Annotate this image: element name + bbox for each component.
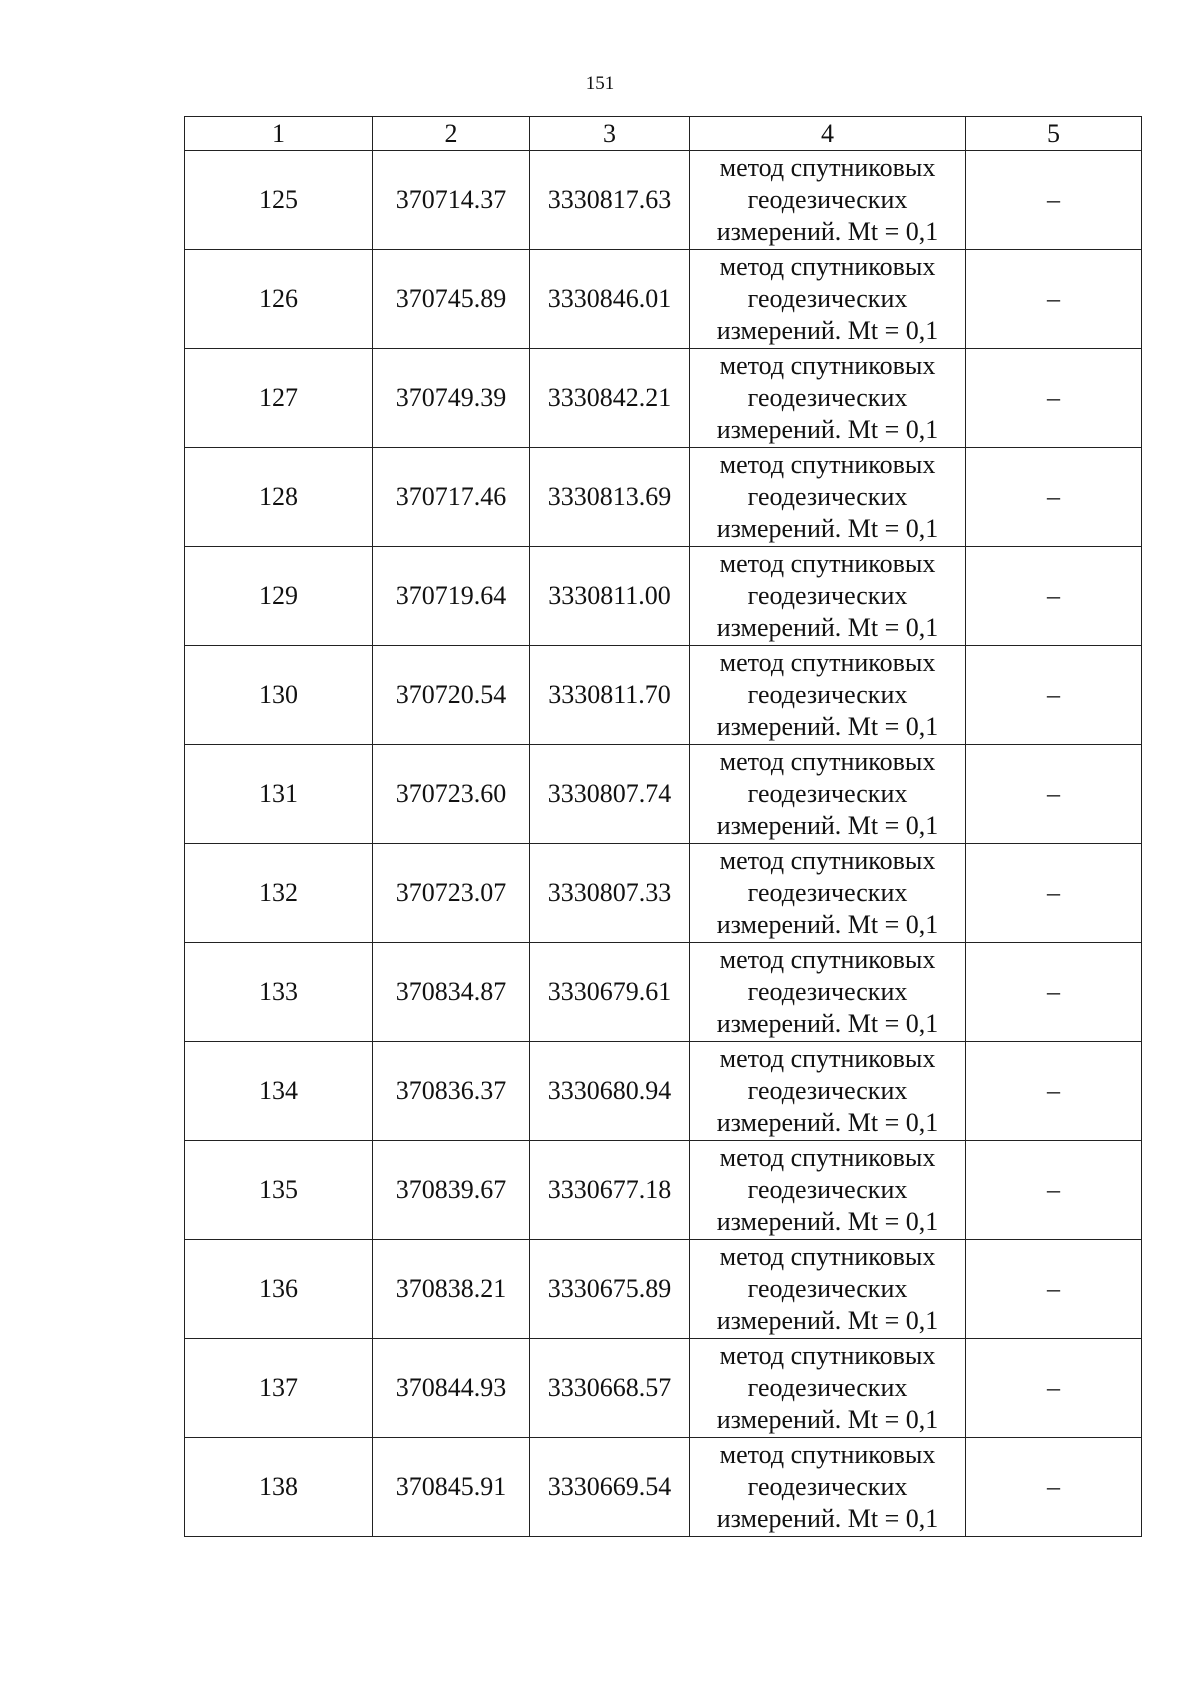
column-header-2: 2 bbox=[373, 117, 530, 151]
table-header bbox=[185, 117, 1142, 151]
method-text-line: геодезических bbox=[747, 383, 908, 412]
y-coordinate-cell: 3330677.18 bbox=[530, 1141, 690, 1240]
table-row bbox=[185, 250, 1142, 349]
method-cell bbox=[690, 1438, 966, 1537]
y-coordinate-cell: 3330817.63 bbox=[530, 151, 690, 250]
y-coordinate-cell: 3330807.33 bbox=[530, 844, 690, 943]
method-cell bbox=[690, 151, 966, 250]
y-coordinate-cell: 3330669.54 bbox=[530, 1438, 690, 1537]
point-number-cell: 130 bbox=[185, 646, 373, 745]
y-coordinate-cell: 3330807.74 bbox=[530, 745, 690, 844]
method-text-line: метод спутниковых bbox=[719, 648, 936, 677]
method-text-line: метод спутниковых bbox=[719, 351, 936, 380]
method-cell bbox=[690, 745, 966, 844]
point-number-cell: 136 bbox=[185, 1240, 373, 1339]
x-coordinate-cell: 370844.93 bbox=[373, 1339, 530, 1438]
point-number-cell: 125 bbox=[185, 151, 373, 250]
x-coordinate-cell: 370839.67 bbox=[373, 1141, 530, 1240]
column-header-1: 1 bbox=[185, 117, 373, 151]
y-coordinate-cell: 3330813.69 bbox=[530, 448, 690, 547]
method-text-line: геодезических bbox=[747, 1175, 908, 1204]
note-cell: – bbox=[966, 1042, 1142, 1141]
method-text-line: геодезических bbox=[747, 185, 908, 214]
column-header-4: 4 bbox=[690, 117, 966, 151]
table-row bbox=[185, 1240, 1142, 1339]
method-cell bbox=[690, 547, 966, 646]
note-cell: – bbox=[966, 844, 1142, 943]
method-text-line: метод спутниковых bbox=[719, 945, 936, 974]
table-row bbox=[185, 943, 1142, 1042]
table-row bbox=[185, 1438, 1142, 1537]
method-text-line: измерений. Mt = 0,1 bbox=[716, 316, 939, 345]
method-text-line: метод спутниковых bbox=[719, 450, 936, 479]
y-coordinate-cell: 3330811.00 bbox=[530, 547, 690, 646]
point-number-cell: 138 bbox=[185, 1438, 373, 1537]
y-coordinate-cell: 3330680.94 bbox=[530, 1042, 690, 1141]
method-text-line: метод спутниковых bbox=[719, 1341, 936, 1370]
point-number-cell: 134 bbox=[185, 1042, 373, 1141]
method-text-line: метод спутниковых bbox=[719, 1143, 936, 1172]
page-number: 151 bbox=[585, 73, 615, 94]
note-cell: – bbox=[966, 151, 1142, 250]
header-row bbox=[185, 117, 1142, 151]
method-text-line: измерений. Mt = 0,1 bbox=[716, 1009, 939, 1038]
x-coordinate-cell: 370749.39 bbox=[373, 349, 530, 448]
x-coordinate-cell: 370720.54 bbox=[373, 646, 530, 745]
method-text-line: измерений. Mt = 0,1 bbox=[716, 811, 939, 840]
y-coordinate-cell: 3330679.61 bbox=[530, 943, 690, 1042]
point-number-cell: 129 bbox=[185, 547, 373, 646]
y-coordinate-cell: 3330842.21 bbox=[530, 349, 690, 448]
note-cell: – bbox=[966, 1339, 1142, 1438]
method-cell bbox=[690, 646, 966, 745]
method-text-line: геодезических bbox=[747, 878, 908, 907]
x-coordinate-cell: 370714.37 bbox=[373, 151, 530, 250]
note-cell: – bbox=[966, 646, 1142, 745]
note-cell: – bbox=[966, 349, 1142, 448]
table-row bbox=[185, 1141, 1142, 1240]
method-text-line: геодезических bbox=[747, 779, 908, 808]
note-cell: – bbox=[966, 943, 1142, 1042]
method-text-line: измерений. Mt = 0,1 bbox=[716, 1108, 939, 1137]
x-coordinate-cell: 370845.91 bbox=[373, 1438, 530, 1537]
table-row bbox=[185, 745, 1142, 844]
method-text-line: геодезических bbox=[747, 581, 908, 610]
x-coordinate-cell: 370838.21 bbox=[373, 1240, 530, 1339]
coordinates-table-container bbox=[184, 116, 1141, 1537]
note-cell: – bbox=[966, 1438, 1142, 1537]
x-coordinate-cell: 370745.89 bbox=[373, 250, 530, 349]
method-text-line: метод спутниковых bbox=[719, 153, 936, 182]
method-cell bbox=[690, 1141, 966, 1240]
method-text-line: измерений. Mt = 0,1 bbox=[716, 217, 939, 246]
method-cell bbox=[690, 1240, 966, 1339]
method-cell bbox=[690, 1339, 966, 1438]
method-text-line: метод спутниковых bbox=[719, 1440, 936, 1469]
point-number-cell: 131 bbox=[185, 745, 373, 844]
method-text-line: метод спутниковых bbox=[719, 846, 936, 875]
y-coordinate-cell: 3330846.01 bbox=[530, 250, 690, 349]
method-cell bbox=[690, 1042, 966, 1141]
note-cell: – bbox=[966, 448, 1142, 547]
method-cell bbox=[690, 844, 966, 943]
point-number-cell: 132 bbox=[185, 844, 373, 943]
x-coordinate-cell: 370723.60 bbox=[373, 745, 530, 844]
method-cell bbox=[690, 943, 966, 1042]
column-header-5: 5 bbox=[966, 117, 1142, 151]
coordinates-table bbox=[184, 116, 1142, 1537]
point-number-cell: 127 bbox=[185, 349, 373, 448]
table-row bbox=[185, 349, 1142, 448]
table-row bbox=[185, 1042, 1142, 1141]
method-text-line: геодезических bbox=[747, 1274, 908, 1303]
method-text-line: измерений. Mt = 0,1 bbox=[716, 415, 939, 444]
method-text-line: геодезических bbox=[747, 680, 908, 709]
method-text-line: измерений. Mt = 0,1 bbox=[716, 613, 939, 642]
method-text-line: измерений. Mt = 0,1 bbox=[716, 1306, 939, 1335]
table-row bbox=[185, 448, 1142, 547]
note-cell: – bbox=[966, 250, 1142, 349]
method-text-line: измерений. Mt = 0,1 bbox=[716, 514, 939, 543]
x-coordinate-cell: 370836.37 bbox=[373, 1042, 530, 1141]
method-text-line: геодезических bbox=[747, 482, 908, 511]
point-number-cell: 133 bbox=[185, 943, 373, 1042]
x-coordinate-cell: 370723.07 bbox=[373, 844, 530, 943]
table-row bbox=[185, 844, 1142, 943]
method-text-line: измерений. Mt = 0,1 bbox=[716, 910, 939, 939]
table-body bbox=[185, 151, 1142, 1537]
method-cell bbox=[690, 250, 966, 349]
point-number-cell: 128 bbox=[185, 448, 373, 547]
method-text-line: геодезических bbox=[747, 1472, 908, 1501]
note-cell: – bbox=[966, 1240, 1142, 1339]
method-cell bbox=[690, 349, 966, 448]
x-coordinate-cell: 370719.64 bbox=[373, 547, 530, 646]
x-coordinate-cell: 370834.87 bbox=[373, 943, 530, 1042]
table-row bbox=[185, 151, 1142, 250]
method-text-line: измерений. Mt = 0,1 bbox=[716, 1504, 939, 1533]
method-text-line: измерений. Mt = 0,1 bbox=[716, 1405, 939, 1434]
method-text-line: геодезических bbox=[747, 1076, 908, 1105]
y-coordinate-cell: 3330675.89 bbox=[530, 1240, 690, 1339]
table-row bbox=[185, 1339, 1142, 1438]
method-text-line: измерений. Mt = 0,1 bbox=[716, 1207, 939, 1236]
x-coordinate-cell: 370717.46 bbox=[373, 448, 530, 547]
method-text-line: метод спутниковых bbox=[719, 1044, 936, 1073]
method-text-line: геодезических bbox=[747, 1373, 908, 1402]
method-text-line: метод спутниковых bbox=[719, 549, 936, 578]
y-coordinate-cell: 3330668.57 bbox=[530, 1339, 690, 1438]
note-cell: – bbox=[966, 745, 1142, 844]
table-row bbox=[185, 646, 1142, 745]
y-coordinate-cell: 3330811.70 bbox=[530, 646, 690, 745]
point-number-cell: 135 bbox=[185, 1141, 373, 1240]
point-number-cell: 126 bbox=[185, 250, 373, 349]
method-text-line: метод спутниковых bbox=[719, 252, 936, 281]
method-cell bbox=[690, 448, 966, 547]
column-header-3: 3 bbox=[530, 117, 690, 151]
table-row bbox=[185, 547, 1142, 646]
method-text-line: геодезических bbox=[747, 977, 908, 1006]
method-text-line: метод спутниковых bbox=[719, 1242, 936, 1271]
point-number-cell: 137 bbox=[185, 1339, 373, 1438]
method-text-line: геодезических bbox=[747, 284, 908, 313]
method-text-line: метод спутниковых bbox=[719, 747, 936, 776]
note-cell: – bbox=[966, 547, 1142, 646]
method-text-line: измерений. Mt = 0,1 bbox=[716, 712, 939, 741]
note-cell: – bbox=[966, 1141, 1142, 1240]
